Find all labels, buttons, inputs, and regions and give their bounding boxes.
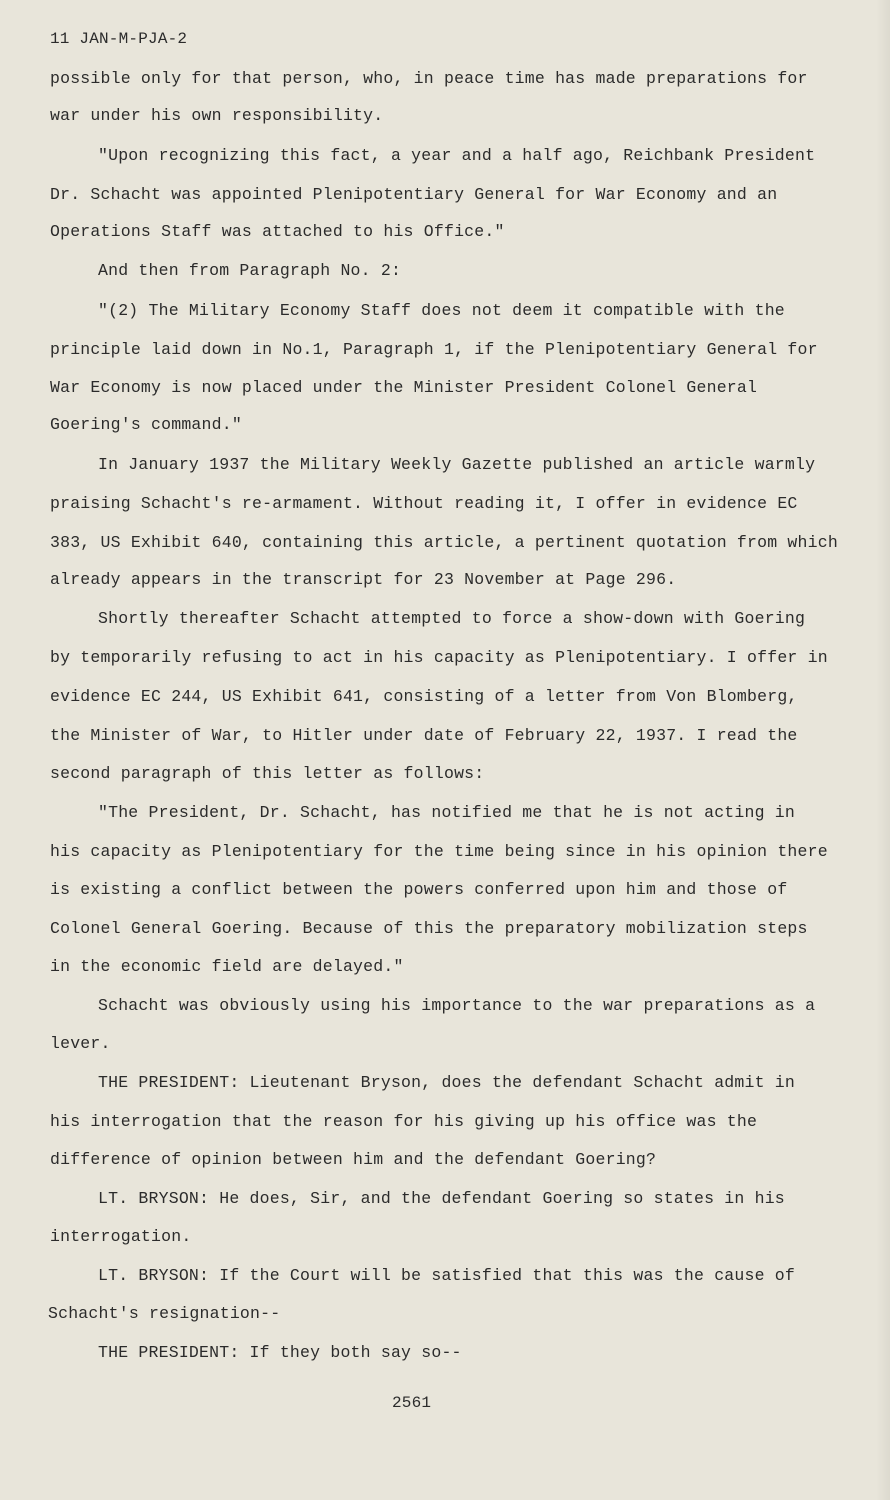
text-line: war under his own responsibility. [50, 106, 384, 125]
text-line: LT. BRYSON: If the Court will be satisfied that this was the cause of [98, 1266, 796, 1285]
text-line: Colonel General Goering. Because of this the preparatory mobilization steps [50, 919, 808, 938]
text-line: "Upon recognizing this fact, a year and a half ago, Reichbank President [98, 146, 816, 165]
text-line: lever. [50, 1034, 111, 1053]
text-line: his interrogation that the reason for his giving up his office was the [50, 1112, 758, 1131]
text-line: And then from Paragraph No. 2: [98, 261, 402, 280]
text-line: THE PRESIDENT: If they both say so-- [98, 1343, 462, 1362]
text-line: his capacity as Plenipotentiary for the time being since in his opinion there [50, 842, 828, 861]
text-line: Dr. Schacht was appointed Plenipotentiary General for War Economy and an [50, 185, 778, 204]
text-line: 383, US Exhibit 640, containing this article, a pertinent quotation from which [50, 533, 838, 552]
text-line: second paragraph of this letter as follows: [50, 764, 485, 783]
text-line: in the economic field are delayed." [50, 957, 404, 976]
text-line: principle laid down in No.1, Paragraph 1, if the Plenipotentiary General for [50, 340, 818, 359]
page-edge-shadow [876, 0, 890, 1500]
text-line: Goering's command." [50, 415, 242, 434]
text-line: possible only for that person, who, in peace time has made preparations for [50, 69, 808, 88]
text-line: is existing a conflict between the powers conferred upon him and those of [50, 880, 788, 899]
text-line: War Economy is now placed under the Minister President Colonel General [50, 378, 758, 397]
text-line: LT. BRYSON: He does, Sir, and the defendant Goering so states in his [98, 1189, 785, 1208]
text-line: by temporarily refusing to act in his capacity as Plenipotentiary. I offer in [50, 648, 828, 667]
text-line: In January 1937 the Military Weekly Gazette published an article warmly [98, 455, 816, 474]
text-line: THE PRESIDENT: Lieutenant Bryson, does the defendant Schacht admit in [98, 1073, 796, 1092]
text-line: already appears in the transcript for 23 November at Page 296. [50, 570, 677, 589]
text-line: Shortly thereafter Schacht attempted to force a show-down with Goering [98, 609, 806, 628]
page-header: 11 JAN-M-PJA-2 [50, 30, 188, 48]
text-line: Schacht was obviously using his importance to the war preparations as a [98, 996, 816, 1015]
text-line: "(2) The Military Economy Staff does not deem it compatible with the [98, 301, 785, 320]
text-line: Operations Staff was attached to his Office." [50, 222, 505, 241]
text-line: evidence EC 244, US Exhibit 641, consisting of a letter from Von Blomberg, [50, 687, 798, 706]
text-line: the Minister of War, to Hitler under date of February 22, 1937. I read the [50, 726, 798, 745]
text-line: praising Schacht's re-armament. Without reading it, I offer in evidence EC [50, 494, 798, 513]
text-line: interrogation. [50, 1227, 192, 1246]
text-line: "The President, Dr. Schacht, has notified me that he is not acting in [98, 803, 796, 822]
page-number: 2561 [392, 1394, 432, 1412]
text-line: Schacht's resignation-- [48, 1304, 281, 1323]
text-line: difference of opinion between him and the defendant Goering? [50, 1150, 657, 1169]
